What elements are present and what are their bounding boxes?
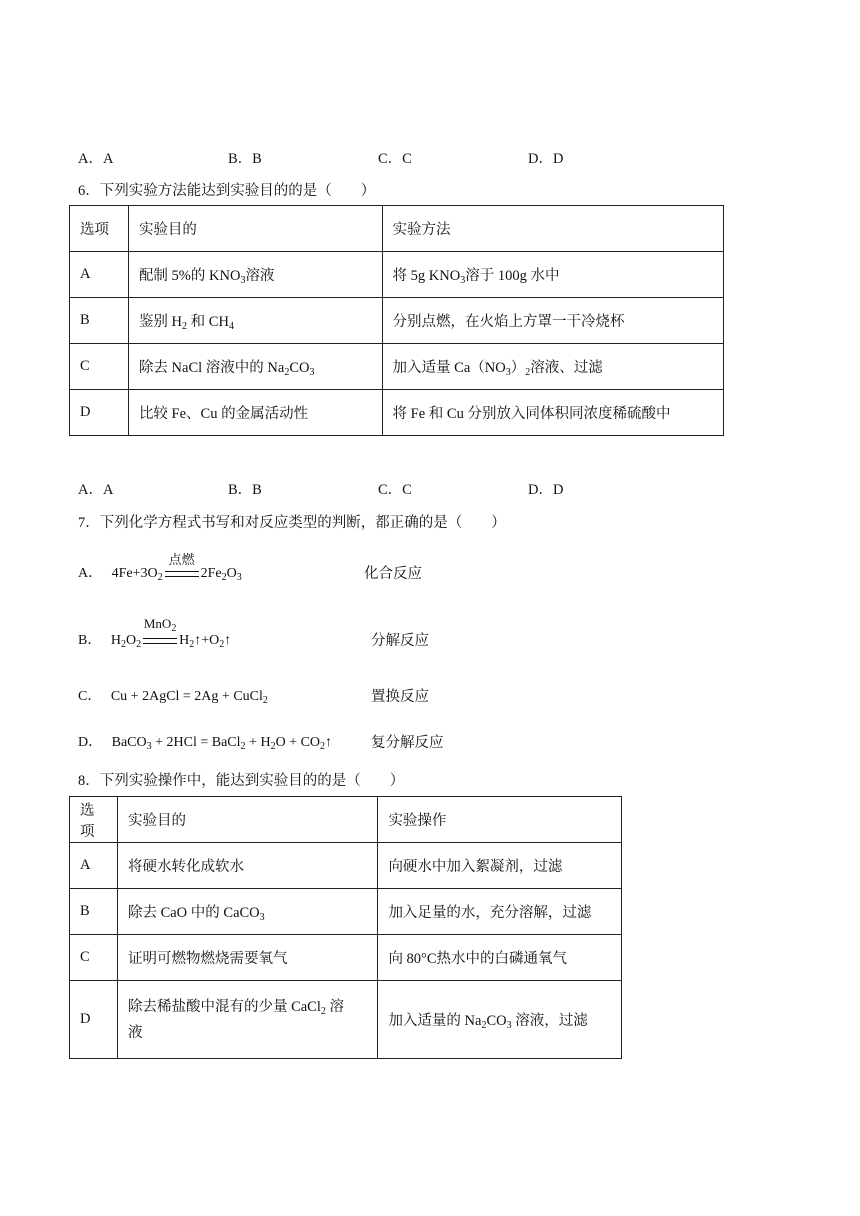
q6-row-a-method: 将 5g $KNO_3$溶于 100g 水中 [382,252,723,298]
q6-header-col3: 实验方法 [382,206,723,252]
q8-row-d-goal: 除去稀盐酸中混有的少量 CaCl$_2$ 溶 液 [117,981,377,1059]
q7-d-equation: BaCO$_3$ + 2HCl = BaCl$_2$ + $H_2O$ + $CO_2↑$ [111,735,333,752]
q7-a-type: 化合反应 [364,566,422,582]
q5-options [78,147,698,167]
q6-row-a [70,252,724,298]
q8-stem: 8．下列实验操作中，能达到实验目的的是（ ） [78,773,405,789]
q7-c-type: 置换反应 [371,689,429,705]
q6-row-c [70,344,724,390]
q6-row-b [70,298,724,344]
q7-stem: 7．下列化学方程式书写和对反应类型的判断，都正确的是（ ） [78,515,506,531]
q8-row-d-method: 加入适量的 $Na_2CO_3$ 溶液，过滤 [378,981,622,1059]
q7-d-type: 复分解反应 [371,735,444,751]
q8-row-d-option: D [70,981,118,1059]
q8-row-a-option: A [70,843,118,889]
q7-item-c [78,685,268,705]
q6-row-a-goal: 配制 5%的 $KNO_3$溶液 [128,252,382,298]
q7-a-label: A． [78,566,103,581]
q6-row-c-option: C [70,344,129,390]
q5-option-c: C．C [378,151,412,167]
q6-row-c-method: 加入适量 $Ca(NO_3)_2$溶液、过滤 [382,344,723,390]
q8-row-a-goal: 将硬水转化成软水 [117,843,377,889]
q8-row-b [70,889,622,935]
q8-row-c-method: 向 80°C热水中的白磷通氧气 [378,935,622,981]
q6-row-b-goal: 鉴别 $H_2$ 和 $CH_4$ [128,298,382,344]
q8-row-c-option: C [70,935,118,981]
q6-row-d [70,390,724,436]
q7-item-b [78,616,232,650]
q7-item-d [78,731,332,751]
q5-option-b: B．B [228,151,262,167]
q8-row-c-goal: 证明可燃物燃烧需要氧气 [117,935,377,981]
q8-row-c [70,935,622,981]
q6-option-d: D．D [528,482,564,498]
q7-b-type: 分解反应 [371,633,429,649]
q6-stem: 6．下列实验方法能达到实验目的的是（ ） [78,183,376,199]
q8-row-a [70,843,622,889]
q7-d-label: D． [78,735,103,750]
q8-header-col2: 实验目的 [117,797,377,843]
q8-row-b-option: B [70,889,118,935]
q6-row-d-option: D [70,390,129,436]
q8-table [69,796,622,1059]
q8-row-d [70,981,622,1059]
q5-option-a: A．A [78,151,114,167]
q6-row-c-goal: 除去 NaCl 溶液中的 $Na_2CO_3$ [128,344,382,390]
q6-header-col2: 实验目的 [128,206,382,252]
q6-option-b: B．B [228,482,262,498]
q6-row-d-goal: 比较 Fe、Cu 的金属活动性 [128,390,382,436]
q8-header-row [70,797,622,843]
q6-option-c: C．C [378,482,412,498]
q7-b-label: B． [78,633,102,648]
reaction-condition: MnO$_2$ [143,633,177,649]
q8-row-a-method: 向硬水中加入絮凝剂，过滤 [378,843,622,889]
q7-item-a [78,552,242,583]
q7-c-label: C． [78,689,102,704]
q6-table [69,205,724,436]
q6-header-row [70,206,724,252]
q7-b-equation: $H_2O_2$ MnO$_2$ $H_2↑+O_2↑$ [110,616,232,650]
reaction-condition: 点燃 [165,566,199,582]
q8-row-b-goal: 除去 CaO 中的 CaCO$_3$ [117,889,377,935]
q8-header-col3: 实验操作 [378,797,622,843]
q6-row-b-option: B [70,298,129,344]
q6-row-b-method: 分别点燃，在火焰上方罩一干冷烧杯 [382,298,723,344]
q6-row-a-option: A [70,252,129,298]
q6-header-col1: 选项 [70,206,129,252]
q6-options [78,478,698,498]
q5-option-d: D．D [528,151,564,167]
q7-c-equation: Cu + 2AgCl = 2Ag + CuCl$_2$ [110,689,268,706]
q6-option-a: A．A [78,482,114,498]
q7-a-equation: $4Fe+3O_2$ 点燃 $2Fe_2O_3$ [111,552,242,583]
q8-header-col1: 选项 [70,797,118,843]
q6-row-d-method: 将 Fe 和 Cu 分别放入同体积同浓度稀硫酸中 [382,390,723,436]
q8-row-b-method: 加入足量的水，充分溶解，过滤 [378,889,622,935]
